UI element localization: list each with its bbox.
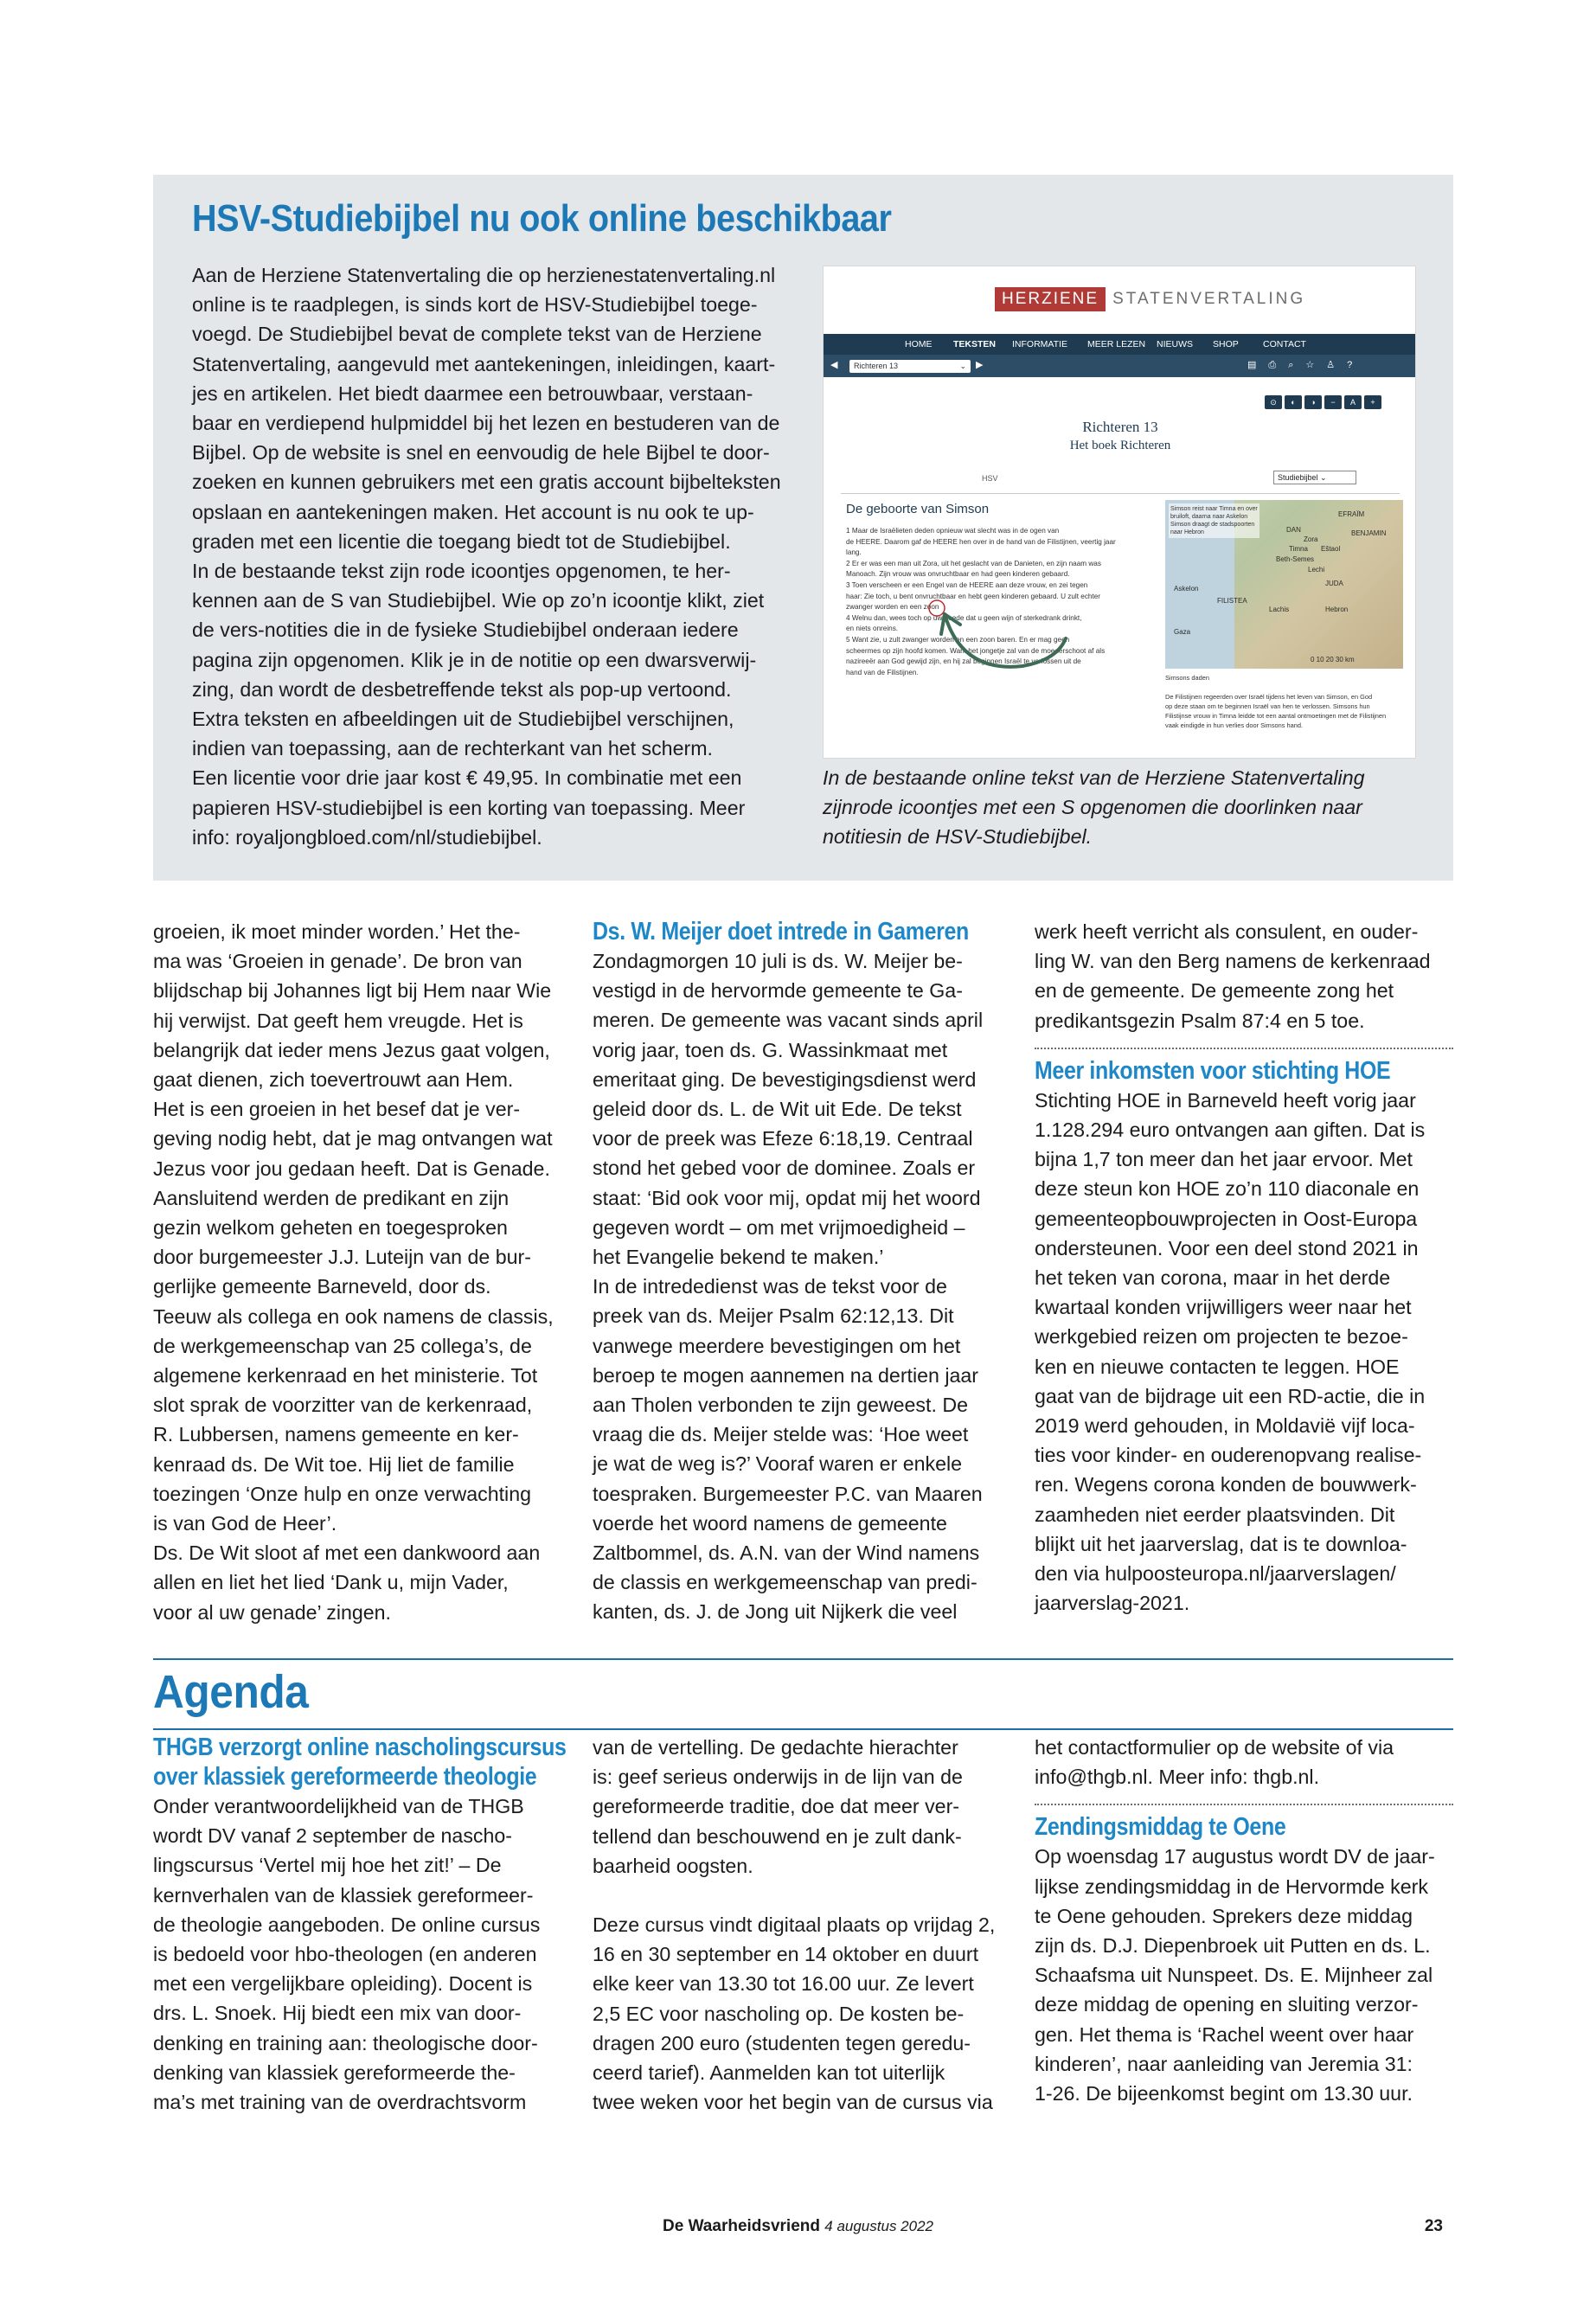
text-line: stond het gebed voor de dominee. Zoals er [593, 1157, 976, 1180]
text-line: 3 Toen verscheen er een Engel van de HEERE aan deze vrouw, en zei tegen [846, 580, 1088, 589]
text-line: is: geef serieus onderwijs in de lijn van de [593, 1766, 963, 1789]
publication-name: De Waarheidsvriend [663, 2217, 820, 2235]
text-line: voor al uw genade’ zingen. [153, 1600, 392, 1624]
nav-informatie[interactable]: INFORMATIE [1012, 339, 1067, 349]
agenda-title: Agenda [153, 1666, 309, 1718]
text-line: ma was ‘Groeien in genade’. De bron van [153, 950, 522, 973]
prev-chapter-icon[interactable]: ◀ [830, 360, 838, 370]
oene-headline: Zendingsmiddag te Oene [1035, 1813, 1286, 1842]
text-line: lingscursus ‘Vertel mij hoe het zit!’ – De [153, 1854, 502, 1877]
text-line: de vers-notities die in de fysieke Studiebijbel onderaan iedere [192, 619, 739, 642]
text-line: rode icoontjes met een S opgenomen die doorlinken naar notities [823, 796, 1362, 848]
map-label: Lachis [1269, 606, 1290, 613]
text-line: aan Tholen verbonden te zijn geweest. De [593, 1394, 968, 1417]
text-line: en niets onreins. [846, 625, 899, 633]
text-line: zijn ds. D.J. Diepenbroek uit Putten en ds. L. [1035, 1934, 1431, 1958]
text-line: Extra teksten en afbeeldingen uit de Studiebijbel verschijnen, [192, 708, 734, 731]
text-line: kwartaal konden vrijwilligers weer naar het [1035, 1296, 1412, 1319]
text-line: op deze staan om te beginnen Israël van hen te verlossen. Simsons hun [1165, 702, 1370, 710]
text-line: De Filistijnen regeerden over Israël tijdens het leven van Simson, en God [1165, 693, 1373, 701]
text-line: voerde het woord namens de gemeente [593, 1511, 947, 1535]
agenda-rule-bottom [153, 1728, 1453, 1730]
text-line: gezin welkom geheten en toegesproken [153, 1216, 508, 1240]
text-line: 1 Maar de Israëlieten deden opnieuw wat slecht was in de ogen van [846, 527, 1060, 535]
text-line: preek van ds. Meijer Psalm 62:12,13. Dit [593, 1304, 954, 1328]
text-line: naar Hebron [1170, 529, 1204, 535]
text-line: indien van toepassing, aan de rechterkant van het scherm. [192, 737, 713, 760]
text-line: staat: ‘Bid ook voor mij, opdat mij het woord [593, 1186, 981, 1209]
text-line: lijkse zendingsmiddag in de Hervormde kerk [1035, 1875, 1428, 1898]
text-line: Zaltbommel, ds. A.N. van der Wind namens [593, 1541, 980, 1565]
text-line: info@thgb.nl. Meer info: thgb.nl. [1035, 1766, 1320, 1789]
text-line: Bijbel. Op de website is snel en eenvoudig de hele Bijbel te door- [192, 441, 770, 465]
text-line: kanten, ds. J. de Jong uit Nijkerk die veel [593, 1600, 958, 1624]
view-button-1[interactable]: ⊙ [1265, 395, 1282, 409]
text-line: ma’s met training van de overdrachtsvorm [153, 2091, 527, 2114]
text-line: ren. Wegens corona konden de bouwwerk- [1035, 1473, 1417, 1497]
nav-home[interactable]: HOME [905, 339, 933, 349]
text-line: Simsons daden [1165, 674, 1209, 682]
highlight-circle [929, 600, 945, 616]
text-line: kennen aan de S van Studiebijbel. Wie op zo’n icoontje klikt, ziet [192, 589, 765, 612]
website-screenshot [823, 266, 1416, 759]
map-label: FILISTEA [1217, 597, 1247, 605]
agenda-column-3 [1035, 1733, 1453, 2108]
thgb-headline-1: THGB verzorgt online nascholingscursus [153, 1734, 567, 1761]
text-line: Simson draagt de stadspoorten [1170, 522, 1255, 528]
map-label: Beth-Semes [1276, 555, 1315, 563]
text-line: Aan de Herziene Statenvertaling die op herzienestatenvertaling.nl [192, 264, 776, 286]
section-title: De geboorte van Simson [846, 502, 990, 516]
page-number: 23 [1424, 2217, 1443, 2235]
text-line: 1-26. De bijeenkomst begint om 13.30 uur. [1035, 2082, 1413, 2106]
text-line: nazireeër aan God gewijd zijn, en hij zal beginnen Israël te verlossen uit de [846, 657, 1081, 666]
text-line: In de bestaande online tekst van de Herziene Statenvertaling zijn [823, 766, 1365, 818]
text-line: is bedoeld voor hbo-theologen (en anderen [153, 1943, 537, 1966]
column-3 [1035, 917, 1453, 1618]
oene-body [1035, 1842, 1453, 2108]
text-line: slot sprak de voorzitter van de kerkenraad, [153, 1394, 533, 1417]
text-line: baarheid oogsten. [593, 1854, 753, 1877]
arrow-curve [945, 614, 1066, 667]
text-line: Aansluitend werden de predikant en zijn [153, 1186, 510, 1209]
map-label: Eštaol [1321, 545, 1341, 553]
font-smaller-button[interactable]: − [1324, 395, 1342, 409]
map-label: Hebron [1325, 606, 1349, 613]
font-larger-button[interactable]: + [1364, 395, 1381, 409]
text-line: predikantsgezin Psalm 87:4 en 5 toe. [1035, 1009, 1365, 1032]
study-select[interactable]: Studiebijbel ⌄ [1273, 471, 1356, 484]
text-line: zwanger worden en een zoon [846, 603, 939, 612]
text-line: kenraad ds. De Wit toe. Hij liet de familie [153, 1452, 515, 1476]
thgb-course-details [593, 1910, 1008, 2117]
nav-meer-lezen[interactable]: MEER LEZEN [1087, 339, 1146, 349]
text-line: Een licentie voor drie jaar kost € 49,95. In combinatie met een [192, 766, 742, 790]
text-line: gerlijke gemeente Barneveld, door ds. [153, 1275, 491, 1298]
text-line: ties voor kinder- en ouderenopvang realise- [1035, 1444, 1422, 1467]
text-line: gaat dienen, zich toevertrouwt aan Hem. [153, 1068, 514, 1092]
text-line: de classis en werkgemeenschap van predi- [593, 1571, 977, 1594]
text-line: hand van de Filistijnen. [846, 668, 919, 676]
text-line: het Evangelie bekend te maken.’ [593, 1246, 884, 1269]
text-line: Stichting HOE in Barneveld heeft vorig jaar [1035, 1088, 1416, 1112]
studiebijbel-box [153, 175, 1453, 881]
map-scale: 0 10 20 30 km [1311, 656, 1355, 663]
thgb-body [153, 1791, 560, 2117]
text-line: denking en training aan: theologische door- [153, 2031, 538, 2054]
text-line: toezingen ‘Onze hulp en onze verwachting [153, 1482, 531, 1505]
text-line: Schaafsma uit Nunspeet. Ds. E. Mijnheer zal [1035, 1964, 1433, 1987]
thgb-contact [1035, 1733, 1453, 1791]
text-line: de theologie aangeboden. De online cursus [153, 1913, 541, 1936]
text-line: 2,5 EC voor nascholing op. De kosten be- [593, 2002, 965, 2025]
text-line: het teken van corona, maar in het derde [1035, 1266, 1391, 1290]
text-line: zing, dan wordt de desbetreffende tekst als pop-up vertoond. [192, 677, 732, 701]
text-line: groeien, ik moet minder worden.’ Het the- [153, 920, 521, 943]
text-line: emeritaat ging. De bevestigingsdienst werd [593, 1067, 977, 1091]
text-line: is van God de Heer’. [153, 1512, 337, 1535]
view-button-3[interactable]: ◑ [1304, 395, 1322, 409]
text-line: bijna 1,7 ton meer dan het jaar ervoor. Met [1035, 1148, 1413, 1171]
text-line: voor de preek was Efeze 6:18,19. Centraal [593, 1127, 973, 1150]
text-line: Simson reist naar Timna en over [1170, 506, 1258, 512]
paragraph-gap [593, 1881, 1008, 1910]
text-line: graden met een licentie die toegang biedt tot de Studiebijbel. [192, 529, 731, 553]
map-label: Zora [1304, 535, 1318, 543]
translation-label: HSV [982, 474, 998, 483]
text-line: ken en nieuwe contacten te leggen. HOE [1035, 1355, 1400, 1378]
page-footer [0, 2217, 1596, 2236]
meijer-headline: Ds. W. Meijer doet intrede in Gameren [593, 918, 969, 945]
text-line: vaak eindigde in hun verlies door Simsons hand. [1165, 721, 1303, 729]
text-line: ceerd tarief). Aanmelden kan tot uiterlijk [593, 2061, 945, 2085]
map-label: Timna [1289, 545, 1308, 553]
text-line: jaarverslag-2021. [1035, 1592, 1190, 1615]
text-line: Teeuw als collega en ook namens de classis, [153, 1304, 554, 1328]
text-line: het contactformulier op de website of via [1035, 1736, 1394, 1759]
map-label: BENJAMIN [1351, 529, 1387, 537]
map-label: Gaza [1174, 628, 1191, 636]
text-line: 1.128.294 euro ontvangen aan giften. Dat is [1035, 1118, 1426, 1142]
text-line: voegd. De Studiebijbel bevat de complete tekst van de Herziene [192, 323, 762, 346]
text-line: kernverhalen van de klassiek gereformeer- [153, 1883, 534, 1907]
text-line: de HEERE. Daarom gaf de HEERE hen over in de hand van de Filistijnen, veertig jaar [846, 537, 1116, 546]
box-headline: HSV-Studiebijbel nu ook online beschikbaar [192, 197, 892, 240]
text-line: elke keer van 13.30 tot 16.00 uur. Ze levert [593, 1972, 974, 1996]
text-line: ling W. van den Berg namens de kerkenraad [1035, 950, 1431, 973]
text-line: werkgebied reizen om projecten te bezoe- [1035, 1325, 1408, 1349]
text-line: Deze cursus vindt digitaal plaats op vrijdag 2, [593, 1913, 996, 1937]
text-line: scheermes op zijn hoofd komen. Want het jongetje zal van de moederschoot af als [846, 646, 1106, 655]
text-line: Het is een groeien in het besef dat je ver- [153, 1098, 521, 1121]
nav-contact[interactable]: CONTACT [1263, 339, 1306, 349]
text-line: Op woensdag 17 augustus wordt DV de jaar- [1035, 1845, 1435, 1868]
dotted-separator [1035, 1039, 1453, 1049]
text-line: vestigd in de hervormde gemeente te Ga- [593, 979, 963, 1003]
logo-red-part: HERZIENE [995, 287, 1106, 311]
logo-text-part: STATENVERTALING [1112, 290, 1306, 308]
text-line: vraag die ds. Meijer stelde was: ‘Hoe weet [593, 1423, 969, 1446]
text-line: de werkgemeenschap van 25 collega’s, de [153, 1334, 532, 1357]
map-label: Lechi [1308, 566, 1325, 574]
nav-teksten[interactable]: TEKSTEN [953, 339, 997, 349]
text-line: gaat van de bijdrage uit een RD-actie, die in [1035, 1384, 1426, 1407]
text-line: info: royaljongbloed.com/nl/studiebijbel. [192, 825, 542, 849]
text-line: pagina zijn opgenomen. Klik je in de notitie op een dwarsverwij- [192, 648, 757, 671]
thgb-continued [593, 1733, 1008, 1881]
chevron-down-icon: ⌄ [959, 362, 966, 370]
text-line: hij verwijst. Dat geeft hem vreugde. Het is [153, 1009, 523, 1032]
text-line: baar en verdiepend hulpmiddel bij het lezen en bestuderen van de [192, 412, 780, 435]
text-line: vanwege meerdere bevestigingen om het [593, 1334, 961, 1357]
text-line: vorig jaar, toen ds. G. Wassinkmaat met [593, 1038, 948, 1061]
dotted-separator [1035, 1795, 1453, 1805]
view-button-2[interactable]: ◐ [1285, 395, 1302, 409]
text-line: algemene kerkenraad en het ministerie. Tot [153, 1364, 538, 1388]
hoe-body [1035, 1086, 1453, 1618]
text-line: belangrijk dat ieder mens Jezus gaat volgen, [153, 1038, 550, 1061]
text-line: gegeven wordt – om met vrijmoedigheid – [593, 1215, 965, 1239]
map-label: EFRAÏM [1338, 510, 1365, 518]
text-line: 2 Er er was een man uit Zora, uit het geslacht van de Danieten, en zijn naam was [846, 559, 1101, 567]
text-line: 4 Welnu dan, wees toch op uw hoede dat u geen wijn of sterkedrank drinkt, [846, 613, 1082, 622]
text-line: Ds. De Wit sloot af met een dankwoord aan [153, 1541, 541, 1565]
text-line: den via hulpoosteuropa.nl/jaarverslagen/ [1035, 1562, 1396, 1586]
study-select-value: Studiebijbel [1278, 473, 1318, 482]
meijer-continued [1035, 917, 1453, 1035]
text-line: haar: Zie toch, u bent onvruchtbaar en hebt geen kinderen gebaard. U zult echter [846, 592, 1101, 600]
text-line: jes en artikelen. Het biedt daarmee een betrouwbaar, verstaan- [192, 381, 753, 405]
screenshot-caption [823, 763, 1428, 851]
chapter-subtitle: Het boek Richteren [1069, 439, 1171, 452]
text-line: drs. L. Snoek. Hij biedt een mix van door- [153, 2002, 522, 2025]
text-line: deze steun kon HOE zo’n 110 diaconale en [1035, 1177, 1420, 1201]
text-line: papieren HSV-studiebijbel is een korting van toepassing. Meer [192, 796, 746, 819]
meijer-body [593, 946, 1008, 1627]
text-line: allen en liet het lied ‘Dank u, mijn Vader, [153, 1571, 509, 1594]
text-line: lang. [846, 548, 862, 557]
text-line: geving nodig hebt, dat je mag ontvangen wat [153, 1127, 553, 1150]
text-line: te Oene gehouden. Sprekers deze middag [1035, 1904, 1413, 1927]
text-line: Zondagmorgen 10 juli is ds. W. Meijer be- [593, 950, 963, 972]
column-1 [153, 917, 560, 1627]
text-line: R. Lubbersen, namens gemeente en ker- [153, 1423, 519, 1446]
text-line: in de HSV-Studiebijbel. [886, 825, 1093, 848]
text-line: je wat de weg is?’ Vooraf waren er enkele [593, 1452, 963, 1476]
text-line: 16 en 30 september en 14 oktober en duurt [593, 1943, 979, 1966]
chapter-title: Richteren 13 [1082, 419, 1158, 435]
text-line: 5 Want zie, u zult zwanger worden en een zoon baren. En er mag geen [846, 635, 1070, 644]
text-line: van de vertelling. De gedachte hierachter [593, 1736, 958, 1759]
text-line: blijkt uit het jaarverslag, dat is te downloa- [1035, 1532, 1407, 1555]
issue-date: 4 augustus 2022 [824, 2218, 933, 2234]
text-line: kinderen’, naar aanleiding van Jeremia 31: [1035, 2052, 1413, 2075]
annotation-arrow [824, 266, 1416, 759]
agenda-column-2 [593, 1733, 1008, 2117]
text-line: en de gemeente. De gemeente zong het [1035, 979, 1394, 1003]
text-line: werk heeft verricht als consulent, en ouder- [1035, 920, 1419, 943]
toolbar-icons[interactable]: ▤⎙⌕☆♙? [1247, 360, 1365, 370]
column-2 [593, 917, 1008, 1627]
text-line: opslaan en aantekeningen maken. Het account is nu ook te up- [192, 500, 754, 523]
text-line: In de intrededienst was de tekst voor de [593, 1275, 947, 1298]
text-line: Manoach. Zijn vrouw was onvruchtbaar en had geen kinderen gebaard. [846, 570, 1070, 579]
text-line: meren. De gemeente was vacant sinds april [593, 1009, 984, 1032]
next-chapter-icon[interactable]: ▶ [976, 360, 984, 370]
text-line: Jezus voor jou gedaan heeft. Dat is Genade. [153, 1157, 550, 1180]
map-label: DAN [1286, 526, 1301, 534]
text-line: toespraken. Burgemeester P.C. van Maaren [593, 1482, 983, 1505]
text-line: twee weken voor het begin van de cursus via [593, 2091, 993, 2114]
text-line: gen. Het thema is ‘Rachel weent over haar [1035, 2022, 1414, 2046]
text-line: online is te raadplegen, is sinds kort de HSV-Studiebijbel toege- [192, 293, 758, 317]
text-line: 2019 werd gehouden, in Moldavië vijf loca- [1035, 1414, 1415, 1438]
text-line: door burgemeester J.J. Luteijn van de bur- [153, 1246, 531, 1269]
text-line: Onder verantwoordelijkheid van de THGB [153, 1795, 524, 1817]
text-line: gereformeerde traditie, doe dat meer ver- [593, 1795, 960, 1818]
text-line: beroep te mogen aannemen na dertien jaar [593, 1363, 979, 1387]
box-body [192, 260, 798, 852]
text-line: Filistijnse vrouw in Timna leidde tot een aantal ontmoetingen met de Filistijnen [1165, 712, 1387, 720]
text-line: gemeenteopbouwprojecten in Oost-Europa [1035, 1207, 1418, 1230]
text-line: zaamheden niet eerder plaatsvinden. Dit [1035, 1503, 1395, 1526]
text-line: wordt DV vanaf 2 september de nascho- [153, 1824, 513, 1848]
text-line: met een vergelijkbare opleiding). Docent is [153, 1972, 533, 1996]
text-line: blijdschap bij Johannes ligt bij Hem naar Wie [153, 979, 552, 1003]
nav-nieuws[interactable]: NIEUWS [1157, 339, 1193, 349]
text-line: zoeken en kunnen gebruikers met een gratis account bijbelteksten [192, 471, 781, 494]
text-line: Statenvertaling, aangevuld met aantekeningen, inleidingen, kaart- [192, 352, 776, 375]
agenda-rule-top [153, 1658, 1453, 1660]
map-label: Askelon [1174, 585, 1199, 593]
text-line: deze middag de opening en sluiting verzor- [1035, 1993, 1419, 2016]
font-size-button[interactable]: A [1344, 395, 1362, 409]
text-line: ondersteunen. Voor een deel stond 2021 in [1035, 1236, 1419, 1259]
nav-shop[interactable]: SHOP [1213, 339, 1239, 349]
text-line: dragen 200 euro (studenten tegen geredu- [593, 2031, 971, 2054]
thgb-headline-2: over klassiek gereformeerde theologie [153, 1763, 537, 1791]
text-line: geleid door ds. L. de Wit uit Ede. De tekst [593, 1098, 962, 1121]
text-line: bruiloft, daarna naar Askelon [1170, 514, 1248, 520]
agenda-column-1 [153, 1733, 567, 2117]
hoe-headline: Meer inkomsten voor stichting HOE [1035, 1056, 1391, 1085]
text-line: denking van klassiek gereformeerde the- [153, 2061, 516, 2084]
map-label: JUDA [1325, 580, 1343, 587]
text-line: tellend dan beschouwend en je zult dank- [593, 1824, 962, 1848]
book-select-value: Richteren 13 [854, 362, 899, 370]
text-line: In de bestaande tekst zijn rode icoontjes opgenomen, te her- [192, 560, 731, 583]
